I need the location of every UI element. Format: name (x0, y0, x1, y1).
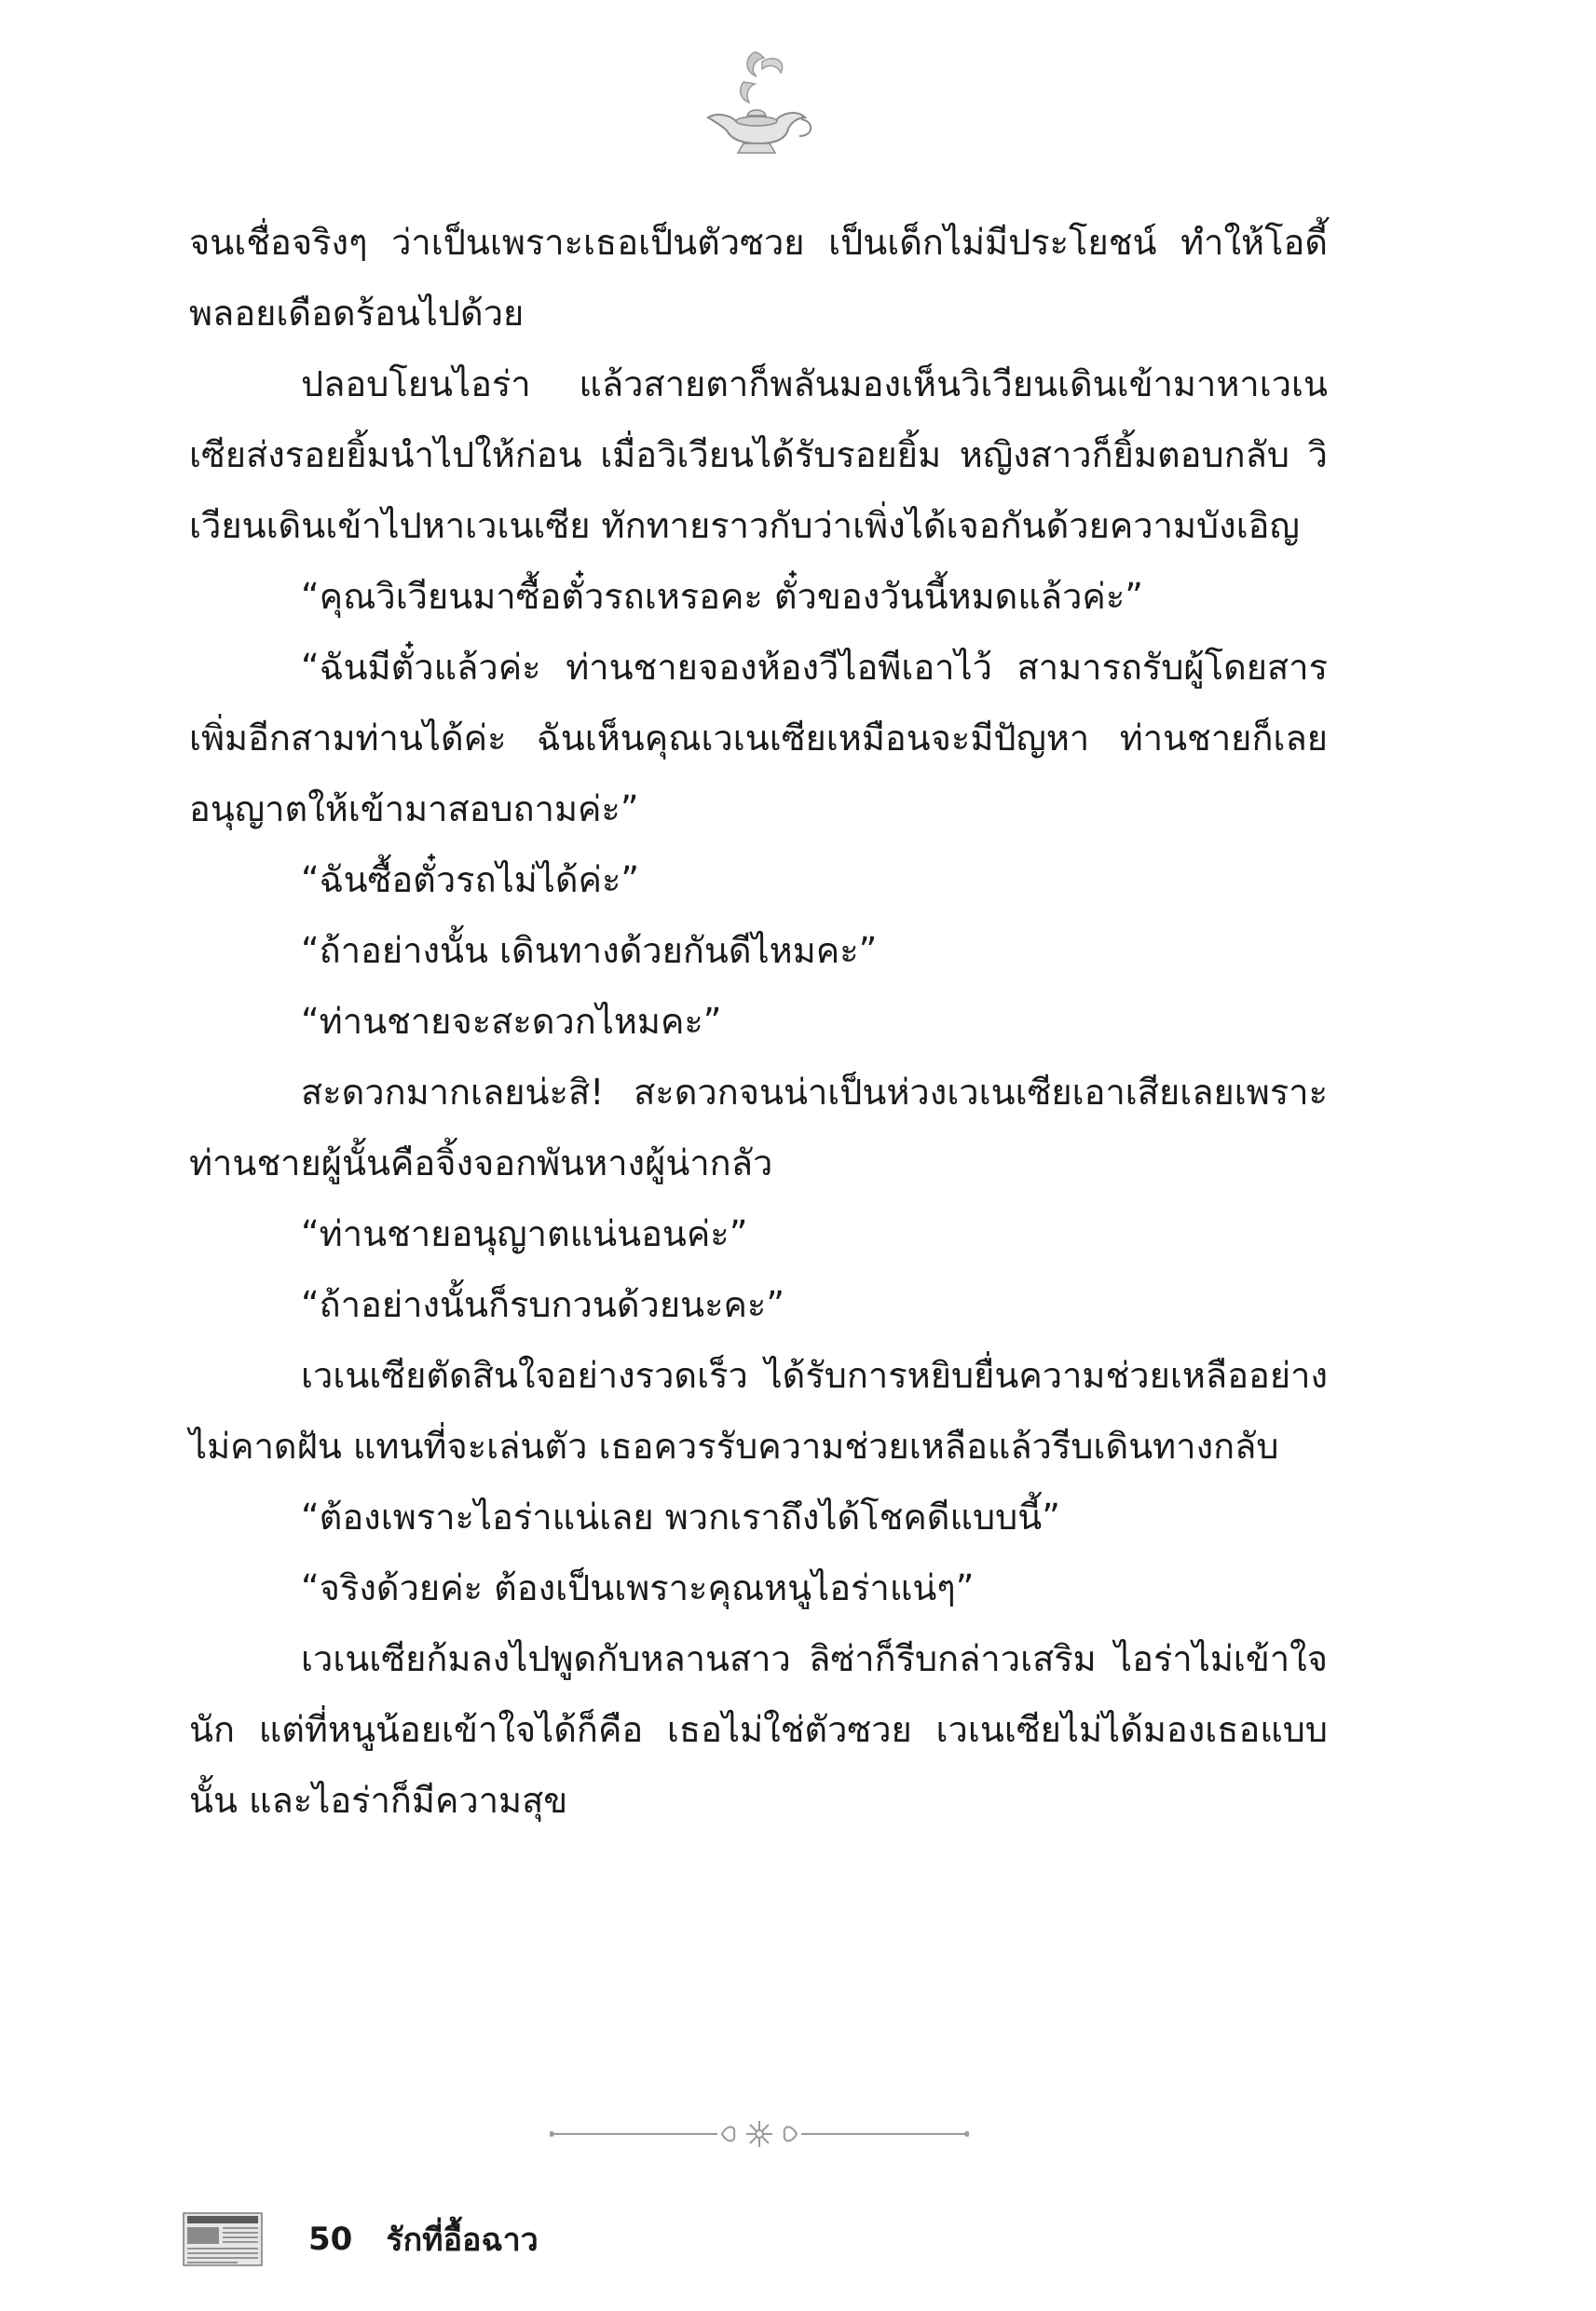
genie-lamp-icon (689, 45, 820, 166)
page-footer (182, 2207, 539, 2272)
paragraph: เวเนเซียก้มลงไปพูดกับหลานสาว ลิซ่าก็รีบกล่าวเสริม ไอร่าไม่เข้าใจนัก แต่ที่หนูน้อยเข้าใจได้ก็คือ เธอไม่ใช่ตัวซวย เวเนเซียไม่ได้มองเธอแบบนั้น และไอร่าก็มีความสุข (189, 1638, 1328, 1821)
dialogue-line: “คุณวิเวียนมาซื้อตั๋วรถเหรอคะ ตั๋วของวันนี้หมดแล้วค่ะ” (301, 576, 1143, 617)
book-title: รักที่อื้อฉาว (386, 2222, 539, 2259)
paragraph: เวเนเซียตัดสินใจอย่างรวดเร็ว ได้รับการหยิบยื่นความช่วยเหลืออย่างไม่คาดฝัน แทนที่จะเล่นตัว เธอควรรับความช่วยเหลือแล้วรีบเดินทางกลับ (189, 1355, 1328, 1467)
body-text (189, 207, 1328, 1836)
dialogue-line: “ท่านชายจะสะดวกไหมคะ” (301, 1001, 722, 1042)
dialogue-line: “จริงด้วยค่ะ ต้องเป็นเพราะคุณหนูไอร่าแน่ๆ” (301, 1567, 975, 1608)
dialogue-line: “ฉันมีตั๋วแล้วค่ะ ท่านชายจองห้องวีไอพีเอาไว้ สามารถรับผู้โดยสารเพิ่มอีกสามท่านได้ค่ะ ฉันเห็นคุณเวเนเซียเหมือนจะมีปัญหา ท่านชายก็เลยอนุญาตให้เข้ามาสอบถามค่ะ” (189, 647, 1328, 829)
dialogue-line: “ฉันซื้อตั๋วรถไม่ได้ค่ะ” (301, 859, 640, 900)
page-number: 50 (308, 2221, 353, 2258)
paragraph: จนเชื่อจริงๆ ว่าเป็นเพราะเธอเป็นตัวซวย เป็นเด็กไม่มีประโยชน์ ทำให้โอดี้พลอยเดือดร้อนไปด้วย (189, 222, 1328, 334)
paragraph: ปลอบโยนไอร่า แล้วสายตาก็พลันมองเห็นวิเวียนเดินเข้ามาหาเวเนเซียส่งรอยยิ้มนำไปให้ก่อน เมื่อวิเวียนได้รับรอยยิ้ม หญิงสาวก็ยิ้มตอบกลับ วิเวียนเดินเข้าไปหาเวเนเซีย ทักทายราวกับว่าเพิ่งได้เจอกันด้วยความบังเอิญ (189, 363, 1328, 546)
dialogue-line: “ถ้าอย่างนั้น เดินทางด้วยกันดีไหมคะ” (301, 930, 878, 971)
dialogue-line: “ต้องเพราะไอร่าแน่เลย พวกเราถึงได้โชคดีแบบนี้” (301, 1497, 1060, 1538)
newspaper-icon (182, 2211, 264, 2267)
dialogue-line: “ถ้าอย่างนั้นก็รบกวนด้วยนะคะ” (301, 1284, 785, 1325)
paragraph: สะดวกมากเลยน่ะสิ! สะดวกจนน่าเป็นห่วงเวเนเซียเอาเสียเลยเพราะท่านชายผู้นั้นคือจิ้งจอกพันหางผู้น่ากลัว (189, 1072, 1328, 1183)
flourish-divider-icon (550, 2115, 969, 2153)
dialogue-line: “ท่านชายอนุญาตแน่นอนค่ะ” (301, 1213, 748, 1254)
